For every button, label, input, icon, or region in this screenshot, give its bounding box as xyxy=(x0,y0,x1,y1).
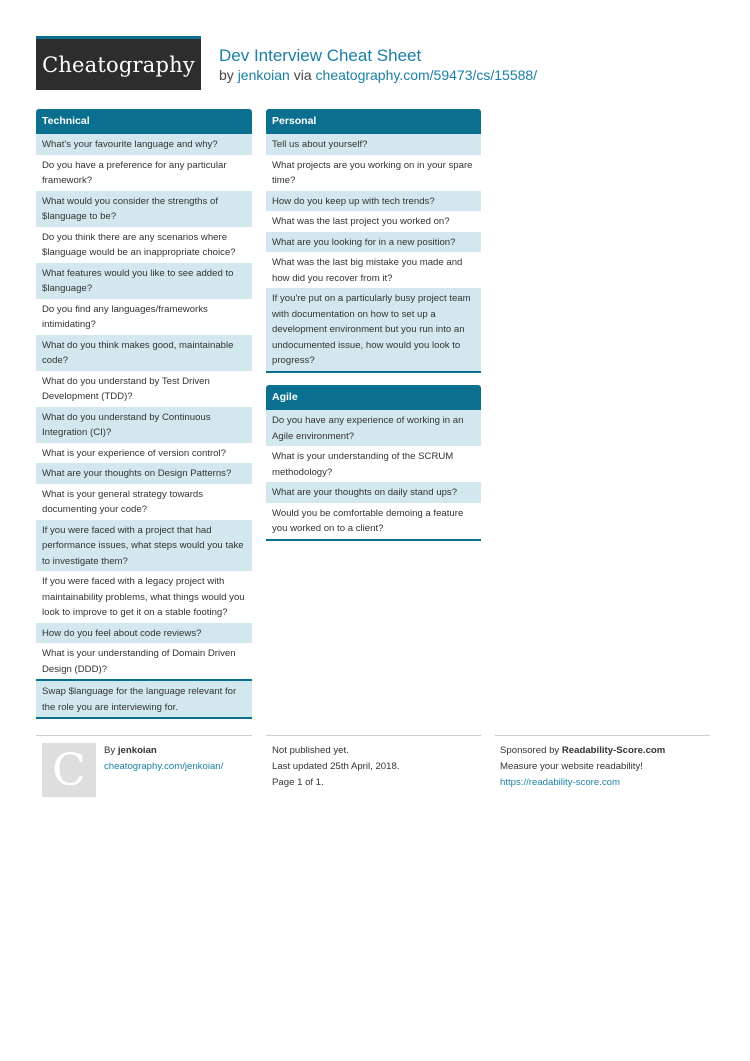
technical-question: Do you have a preference for any particular framework? xyxy=(42,159,227,186)
agile-question: Would you be comfortable demoing a feature you worked on to a client? xyxy=(272,507,464,534)
personal-question: What projects are you working on in your spare time? xyxy=(272,159,473,186)
personal-question: If you're put on a particularly busy project team with documentation on how to set up a development environment but you run into an undocumented issue, how would you look to progress? xyxy=(266,288,481,371)
technical-question: Do you find any languages/frameworks intimidating? xyxy=(42,303,208,330)
section-divider xyxy=(266,539,481,541)
technical-question: If you were faced with a project that had performance issues, what steps would you take to investigate them? xyxy=(36,520,252,572)
footer-author-link[interactable]: cheatography.com/jenkoian/ xyxy=(104,761,224,772)
footer-author-block xyxy=(104,743,223,775)
technical-note: Swap $language for the language relevant for the role you are interviewing for. xyxy=(36,681,252,717)
logo-text: Cheatography xyxy=(42,52,195,77)
personal-question: What was the last big mistake you made and how did you recover from it? xyxy=(272,257,463,284)
technical-section-title: Technical xyxy=(36,109,252,134)
agile-section-title: Agile xyxy=(266,385,481,410)
page-title[interactable]: Dev Interview Cheat Sheet xyxy=(219,46,422,65)
technical-question: Do you think there are any scenarios where $language would be an inappropriate choice? xyxy=(42,231,236,258)
sponsored-by: Sponsored by xyxy=(500,745,560,756)
section-divider xyxy=(36,717,252,719)
technical-question: What is your understanding of Domain Driven Design (DDD)? xyxy=(42,648,236,675)
sponsor-tagline: Measure your website readability! xyxy=(500,761,643,772)
personal-question: Tell us about yourself? xyxy=(266,134,481,155)
footer-divider xyxy=(266,735,481,736)
agile-question: What are your thoughts on daily stand ups? xyxy=(266,482,481,503)
personal-section xyxy=(266,109,481,373)
footer-by: By xyxy=(104,745,116,756)
personal-question: What was the last project you worked on? xyxy=(272,216,450,227)
byline xyxy=(219,67,537,83)
sponsor-link[interactable]: https://readability-score.com xyxy=(500,777,620,788)
technical-question: How do you feel about code reviews? xyxy=(36,623,252,644)
footer-author[interactable]: jenkoian xyxy=(117,745,157,756)
technical-question: What is your experience of version control? xyxy=(42,447,226,459)
last-updated: Last updated 25th April, 2018. xyxy=(272,761,400,772)
technical-question: If you were faced with a legacy project with maintainability problems, what things would you look to improve to get it on a stable footing? xyxy=(42,576,245,618)
footer-divider xyxy=(36,735,252,736)
agile-question: Do you have any experience of working in an Agile environment? xyxy=(266,410,481,446)
technical-question: What is your general strategy towards documenting your code? xyxy=(42,488,204,515)
personal-question: How do you keep up with tech trends? xyxy=(266,191,481,212)
publish-status: Not published yet. xyxy=(272,745,349,756)
cheatography-logo[interactable] xyxy=(36,36,201,90)
page-count: Page 1 of 1. xyxy=(272,777,324,788)
footer-divider xyxy=(495,735,710,736)
technical-question: What do you understand by Continuous Integration (CI)? xyxy=(36,407,252,443)
technical-question: What would you consider the strengths of $language to be? xyxy=(36,191,252,227)
technical-question: What do you think makes good, maintainable code? xyxy=(36,335,252,371)
avatar-letter: C xyxy=(52,744,86,796)
technical-question: What features would you like to see added to $language? xyxy=(36,263,252,299)
agile-question: What is your understanding of the SCRUM methodology? xyxy=(272,451,454,478)
technical-question: What do you understand by Test Driven Development (TDD)? xyxy=(42,375,210,402)
byline-via: via xyxy=(293,67,312,83)
technical-question: What are your thoughts on Design Patterns? xyxy=(36,463,252,484)
personal-section-title: Personal xyxy=(266,109,481,134)
personal-question: What are you looking for in a new position? xyxy=(266,232,481,253)
agile-section xyxy=(266,385,481,541)
technical-section xyxy=(36,109,252,719)
footer-sponsor-block xyxy=(500,743,665,791)
section-divider xyxy=(266,371,481,373)
footer-status-block xyxy=(272,743,399,791)
byline-by: by xyxy=(219,67,234,83)
author-link[interactable]: jenkoian xyxy=(237,67,290,83)
author-avatar[interactable] xyxy=(42,743,96,797)
sponsor-name[interactable]: Readability-Score.com xyxy=(561,745,666,756)
sheet-url-link[interactable]: cheatography.com/59473/cs/15588/ xyxy=(315,67,538,83)
technical-question: What's your favourite language and why? xyxy=(36,134,252,155)
